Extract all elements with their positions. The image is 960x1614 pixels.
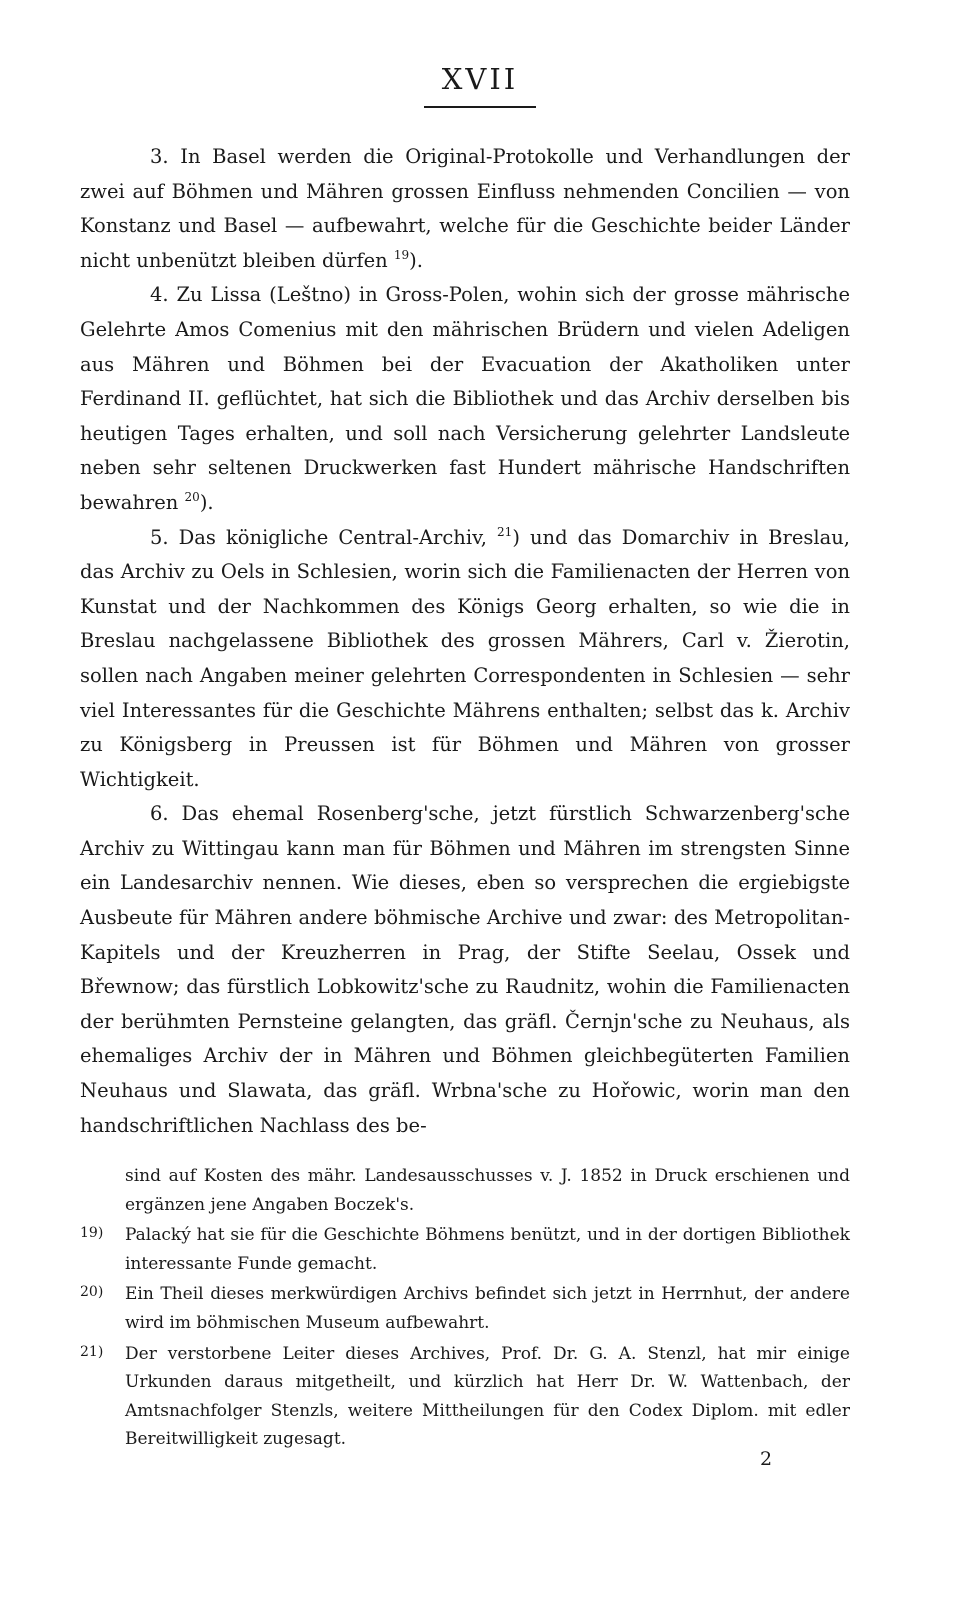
footnote-20: 20) Ein Theil dieses merkwürdigen Archivs befindet sich jetzt in Herrnhut, der andere wird im böhmischen Museum aufbewahrt. xyxy=(80,1278,850,1337)
paragraph-3: 3. In Basel werden die Original-Protokolle und Verhandlungen der zwei auf Böhmen und Mähren grossen Einfluss nehmenden Concilien — von Konstanz und Basel — aufbewahrt, welche für die Geschichte beider Länder nicht unbenützt bleiben dürfen $^{19}$). xyxy=(80,145,850,272)
page-number: XVII xyxy=(424,62,537,108)
signature-mark: 2 xyxy=(760,1448,773,1470)
paragraph-4: 4. Zu Lissa (Leštno) in Gross-Polen, wohin sich der grosse mährische Gelehrte Amos Comenius mit den mährischen Brüdern und vielen Adeligen aus Mähren und Böhmen bei der Evacuation der Akatholiken unter Ferdinand II. geflüchtet, hat sich die Bibliothek und das Archiv derselben bis heutigen Tages erhalten, und soll nach Versicherung gelehrter Landsleute neben sehr seltenen Druckwerken fast Hundert mährische Handschriften bewahren $^{20}$). xyxy=(80,283,850,514)
footnote-number: 19) xyxy=(80,1225,104,1242)
footnote-continuation: sind auf Kosten des mähr. Landesausschusses v. J. 1852 in Druck erschienen und ergänzen jene Angaben Boczek's. xyxy=(125,1166,850,1215)
main-text xyxy=(80,140,850,1143)
footnote-number: 20) xyxy=(80,1284,104,1301)
page-header xyxy=(0,62,960,108)
footnote-number: 21) xyxy=(80,1343,104,1360)
footnote-21: 21) Der verstorbene Leiter dieses Archives, Prof. Dr. G. A. Stenzl, hat mir einige Urkunden daraus mitgetheilt, und kürzlich hat Herr Dr. W. Wattenbach, der Amtsnachfolger Stenzls, weitere Mittheilungen für den Codex Diplom. mit edler Bereitwilligkeit zugesagt. xyxy=(80,1338,850,1454)
paragraph-5: 5. Das königliche Central-Archiv, $^{21}$) und das Domarchiv in Breslau, das Archiv zu Oels in Schlesien, worin sich die Familienacten der Herren von Kunstat und der Nachkommen des Königs Georg erhalten, so wie die in Breslau nachgelassene Bibliothek des grossen Mährers, Carl v. Žierotin, sollen nach Angaben meiner gelehrten Correspondenten in Schlesien — sehr viel Interessantes für die Geschichte Mährens enthalten; selbst das k. Archiv zu Königsberg in Preussen ist für Böhmen und Mähren von grosser Wichtigkeit. xyxy=(80,524,850,791)
footnote-19: 19) Palacký hat sie für die Geschichte Böhmens benützt, und in der dortigen Bibliothek interessante Funde gemacht. xyxy=(80,1219,850,1278)
footnote-ref-19: 19 xyxy=(393,247,410,262)
footnotes xyxy=(80,1162,850,1454)
footnote-ref-21: 21 xyxy=(497,524,513,539)
paragraph-6: 6. Das ehemal Rosenberg'sche, jetzt fürstlich Schwarzenberg'sche Archiv zu Wittingau kann man für Böhmen und Mähren im strengsten Sinne ein Landesarchiv nennen. Wie dieses, eben so versprechen die ergiebigste Ausbeute für Mähren andere böhmische Archive und zwar: des Metropolitan-Kapitels und der Kreuzherren in Prag, der Stifte Seelau, Ossek und Břewnow; das fürstlich Lobkowitz'sche zu Raudnitz, wohin die Familienacten der berühmten Pernsteine gelangten, das gräfl. Černjn'sche zu Neuhaus, als ehemaliges Archiv der in Mähren und Böhmen gleichbegüterten Familien Neuhaus und Slawata, das gräfl. Wrbna'sche zu Hořowic, worin man den handschriftlichen Nachlass des be- xyxy=(80,802,850,1137)
footnote-ref-20: 20 xyxy=(184,489,200,504)
